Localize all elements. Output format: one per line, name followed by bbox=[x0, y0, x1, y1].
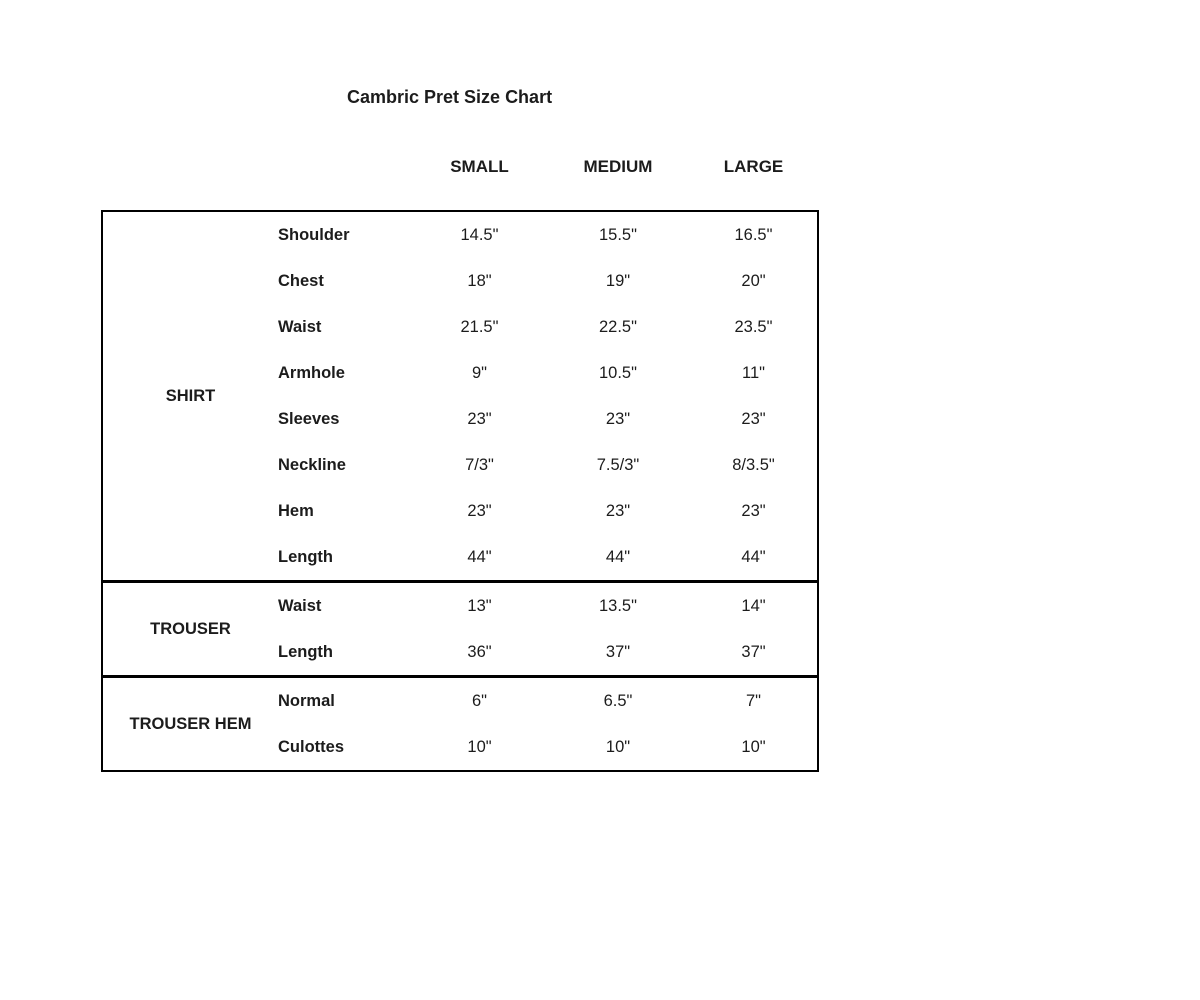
measurement-label: Waist bbox=[278, 318, 322, 336]
table-row-culottes bbox=[278, 724, 819, 770]
measurement-label: Length bbox=[278, 643, 333, 661]
measurement-label: Chest bbox=[278, 272, 324, 290]
value-small: 21.5" bbox=[460, 318, 499, 336]
table-row-neckline bbox=[278, 442, 819, 488]
value-medium: 7.5/3" bbox=[596, 456, 640, 474]
value-large: 10" bbox=[741, 738, 766, 756]
value-small: 14.5" bbox=[460, 226, 499, 244]
value-medium: 15.5" bbox=[599, 226, 637, 244]
table-row-waist bbox=[278, 583, 819, 629]
value-small: 13" bbox=[467, 597, 492, 615]
measurement-label: Shoulder bbox=[278, 226, 350, 244]
value-small: 36" bbox=[467, 643, 492, 661]
table-row-armhole bbox=[278, 350, 819, 396]
table-row-shoulder bbox=[278, 212, 819, 258]
column-header-medium: MEDIUM bbox=[583, 157, 653, 176]
measurement-label: Normal bbox=[278, 692, 335, 710]
value-large: 23" bbox=[741, 502, 766, 520]
measurement-label: Waist bbox=[278, 597, 322, 615]
section-rows bbox=[278, 212, 819, 580]
value-medium: 44" bbox=[605, 548, 631, 566]
value-large: 8/3.5" bbox=[732, 456, 775, 474]
section-shirt bbox=[103, 212, 817, 580]
section-label-trouser-hem: TROUSER HEM bbox=[129, 714, 252, 733]
size-header-row bbox=[411, 156, 819, 178]
section-label-trouser: TROUSER bbox=[150, 619, 231, 638]
value-large: 23" bbox=[741, 410, 766, 428]
page-title: Cambric Pret Size Chart bbox=[347, 87, 553, 107]
value-large: 44" bbox=[741, 548, 766, 566]
column-header-small: SMALL bbox=[450, 157, 509, 176]
measurement-label: Hem bbox=[278, 502, 314, 520]
value-medium: 19" bbox=[605, 272, 631, 290]
value-large: 14" bbox=[741, 597, 766, 615]
value-large: 16.5" bbox=[734, 226, 773, 244]
value-medium: 10" bbox=[605, 738, 631, 756]
value-small: 44" bbox=[467, 548, 492, 566]
section-rows bbox=[278, 583, 819, 675]
measurement-label: Length bbox=[278, 548, 333, 566]
section-label-shirt: SHIRT bbox=[165, 386, 216, 405]
section-rows bbox=[278, 678, 819, 770]
table-row-hem bbox=[278, 488, 819, 534]
value-medium: 23" bbox=[605, 502, 631, 520]
table-row-normal bbox=[278, 678, 819, 724]
table-row-length bbox=[278, 629, 819, 675]
value-small: 18" bbox=[467, 272, 492, 290]
value-small: 23" bbox=[467, 410, 492, 428]
section-trouser-hem bbox=[103, 675, 817, 770]
table-row-chest bbox=[278, 258, 819, 304]
value-medium: 6.5" bbox=[603, 692, 633, 710]
table-row-waist bbox=[278, 304, 819, 350]
table-row-length bbox=[278, 534, 819, 580]
value-medium: 37" bbox=[605, 643, 631, 661]
value-medium: 22.5" bbox=[599, 318, 637, 336]
value-small: 23" bbox=[467, 502, 492, 520]
value-small: 6" bbox=[471, 692, 488, 710]
measurement-label: Armhole bbox=[278, 364, 345, 382]
value-large: 11" bbox=[742, 364, 765, 382]
section-trouser bbox=[103, 580, 817, 675]
value-medium: 23" bbox=[605, 410, 631, 428]
value-small: 10" bbox=[467, 738, 492, 756]
value-small: 9" bbox=[471, 364, 488, 382]
value-small: 7/3" bbox=[465, 456, 494, 474]
value-large: 23.5" bbox=[734, 318, 773, 336]
value-medium: 13.5" bbox=[599, 597, 637, 615]
value-medium: 10.5" bbox=[599, 364, 637, 382]
measurement-label: Culottes bbox=[278, 738, 344, 756]
measurement-label: Neckline bbox=[278, 456, 346, 474]
size-chart-table bbox=[101, 210, 819, 772]
value-large: 37" bbox=[741, 643, 766, 661]
column-header-large: LARGE bbox=[723, 157, 784, 176]
value-large: 20" bbox=[741, 272, 766, 290]
measurement-label: Sleeves bbox=[278, 410, 340, 428]
value-large: 7" bbox=[745, 692, 762, 710]
table-row-sleeves bbox=[278, 396, 819, 442]
